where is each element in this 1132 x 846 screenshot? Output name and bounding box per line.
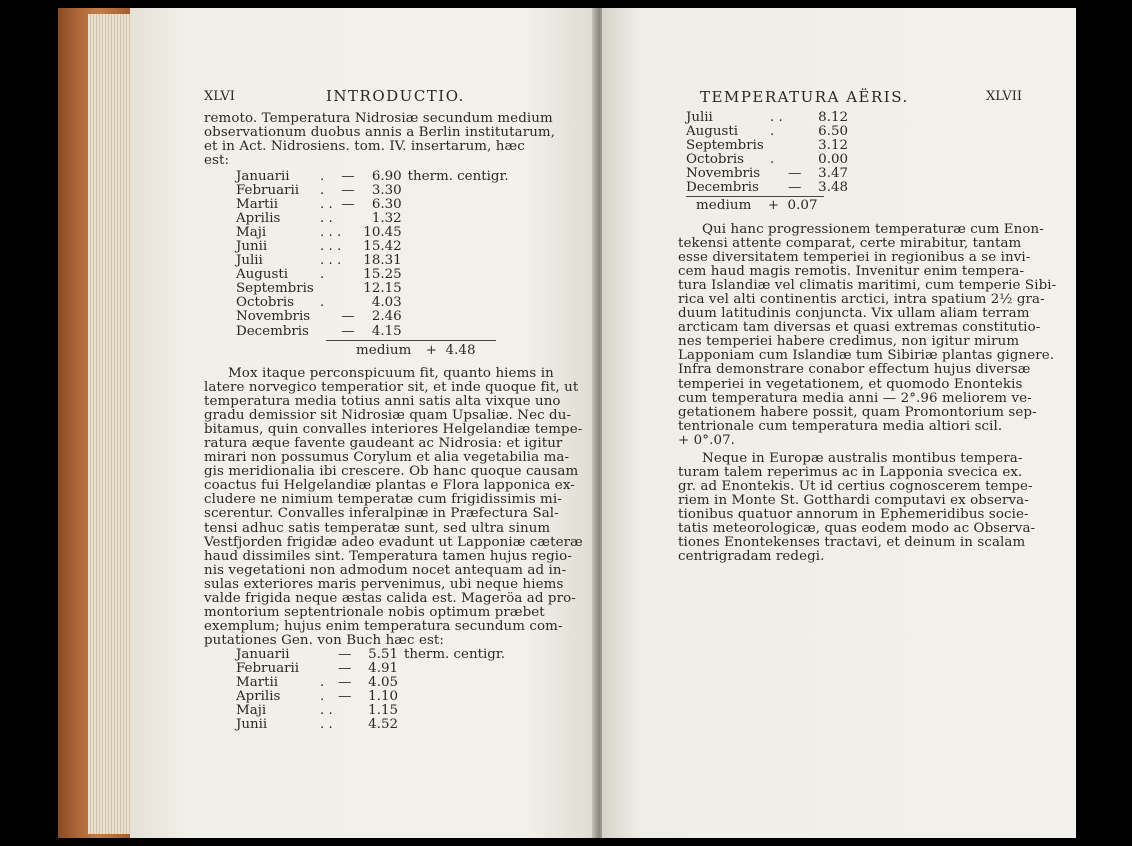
month-cell: Maji (236, 703, 267, 719)
table-row (236, 690, 505, 704)
sign-cell (341, 268, 363, 282)
page-edges (88, 14, 132, 834)
dots-cell: . . . (320, 239, 342, 255)
table-row (236, 296, 509, 310)
sign-cell: — (788, 166, 802, 182)
text-line: temperiei in vegetationem, et quomodo Enontekis (678, 376, 1023, 392)
table-row (686, 167, 848, 181)
table-rule (686, 196, 824, 197)
text-line: haud dissimiles sint. Temperatura tamen hujus regio- (204, 548, 572, 564)
unit-cell (398, 690, 505, 704)
month-cell: Octobris (686, 152, 745, 168)
sign-cell (341, 226, 363, 240)
dots-cell: . (770, 124, 775, 140)
table-row (236, 704, 505, 718)
table-row (236, 240, 509, 254)
value-cell: 3.30 (371, 183, 402, 199)
value-cell: 3.48 (818, 180, 848, 196)
unit-cell (398, 662, 505, 676)
table-row (236, 282, 509, 296)
value-cell: 15.25 (363, 267, 402, 283)
text-line: tatis meteorologicæ, quas eodem modo ac Observa- (678, 521, 1036, 537)
value-cell: 12.15 (363, 281, 402, 297)
text-line: tekensi attente comparat, certe mirabitur, tantam (678, 236, 1022, 252)
unit-cell (402, 268, 509, 282)
text-line: Lapponiam cum Islandiæ tum Sibiriæ plantas gignere. (678, 348, 1055, 364)
value-cell: 0.00 (818, 152, 848, 168)
table-rule (326, 340, 496, 341)
dots-cell (320, 282, 341, 296)
sign-cell: — (788, 180, 802, 196)
sign-cell (341, 212, 363, 226)
dots-cell: . (320, 689, 325, 705)
month-cell: Septembris (686, 138, 764, 154)
text-line: rica vel alti continentis arctici, intra spatium 2½ gra- (678, 292, 1045, 308)
table-row (686, 125, 848, 139)
unit-cell (402, 310, 509, 324)
sign-cell: — (338, 675, 352, 691)
table-row (236, 198, 509, 212)
table-row (686, 111, 848, 125)
month-cell: Decembris (686, 180, 759, 196)
sign-cell (341, 240, 363, 254)
table3-medium-row (696, 199, 818, 213)
dots-cell: . . (770, 110, 783, 125)
text-line: riem in Monte St. Gotthardi computavi ex observa- (678, 493, 1029, 509)
text-line: sulas exteriores maris pervenimus, ubi neque hiems (204, 576, 564, 592)
month-cell: Januarii (236, 647, 290, 662)
dots-cell (320, 648, 338, 662)
dots-cell: . (320, 267, 325, 283)
unit-cell (398, 704, 505, 718)
month-cell: Februarii (236, 183, 300, 199)
table-row (236, 310, 509, 324)
intro-line: et in Act. Nidrosiens. tom. IV. insertarum, hæc (204, 139, 525, 155)
medium-label: medium (356, 343, 412, 358)
intro-line: est: (204, 153, 230, 169)
sign-cell (341, 296, 363, 310)
text-line: getationem habere possit, quam Promontorium sep- (678, 404, 1037, 420)
right-paragraph-2 (678, 452, 1078, 564)
text-line: ratura æque favente gaudeant ac Nidrosia: et igitur (204, 436, 563, 452)
dots-cell (770, 139, 788, 153)
sign-cell: — (341, 323, 355, 339)
unit-cell (402, 240, 509, 254)
table-row (686, 181, 848, 195)
text-line: Infra demonstrare conabor effectum hujus diversæ (678, 362, 1031, 378)
intro-line: observationum duobus annis a Berlin institutarum, (204, 125, 556, 141)
value-cell: 3.47 (818, 166, 848, 182)
month-cell: Julii (686, 110, 713, 125)
sign-cell: — (341, 309, 355, 325)
month-cell: Novembris (236, 309, 311, 325)
month-cell: Junii (236, 239, 268, 255)
text-line: nes temperiei habere credimus, non igitur mirum (678, 334, 1020, 350)
dots-cell: . (320, 169, 325, 184)
intro-line: remoto. Temperatura Nidrosiæ secundum medium (204, 111, 553, 126)
left-paragraph (204, 367, 598, 648)
value-cell: 4.52 (368, 717, 398, 733)
sign-cell (341, 282, 363, 296)
right-page-number: XLVII (986, 89, 1023, 104)
left-intro (204, 112, 598, 168)
month-cell: Martii (236, 675, 279, 691)
sign-cell (788, 125, 810, 139)
text-line: exemplum; hujus enim temperatura secundum com- (204, 618, 563, 634)
text-line: coactus fui Helgelandiæ plantas e Flora lapponica ex- (204, 478, 575, 494)
text-line: tionibus quatuor annorum in Ephemeridibus socie- (678, 507, 1029, 523)
text-line: Mox itaque perconspicuum fit, quanto hiems in (228, 366, 554, 381)
value-cell: 8.12 (818, 110, 848, 125)
text-line: putationes Gen. von Buch hæc est: (204, 632, 445, 648)
text-line: tura Islandiæ vel climatis maritimi, cum temperie Sibi- (678, 278, 1057, 294)
table-row (236, 184, 509, 198)
table-row (236, 676, 505, 690)
table-row (686, 139, 848, 153)
table-row (236, 662, 505, 676)
sign-cell: — (338, 647, 352, 662)
sign-cell: — (341, 197, 355, 213)
temperature-table-mageroa-cont (686, 111, 848, 195)
sign-cell (341, 254, 363, 268)
text-line: tiones Enontekenses tractavi, et deinum in scalam (678, 535, 1026, 551)
text-line: Vestfjorden frigidæ adeo evadunt ut Lapponiæ cæteræ (204, 534, 583, 550)
left-running-title: INTRODUCTIO. (326, 87, 465, 105)
value-cell: 5.51 (368, 647, 398, 662)
medium-sign: + (425, 343, 438, 358)
sign-cell (338, 718, 360, 732)
dots-cell: . (770, 152, 775, 168)
right-page (602, 8, 1076, 838)
dots-cell: . . (320, 197, 333, 213)
right-running-title: TEMPERATURA AËRIS. (700, 88, 909, 106)
medium-label: medium (696, 198, 752, 213)
month-cell: Januarii (236, 169, 290, 184)
table-row (236, 170, 509, 184)
unit-cell (402, 254, 509, 268)
value-cell: 2.46 (371, 309, 402, 325)
unit-cell: therm. centigr. (404, 647, 506, 662)
text-line: gradu demissior sit Nidrosiæ quam Upsaliæ. Nec du- (204, 408, 572, 424)
temperature-table-nidrosia (236, 170, 509, 339)
sign-cell: — (341, 183, 355, 199)
value-cell: 4.05 (368, 675, 398, 691)
unit-cell (402, 226, 509, 240)
unit-cell (402, 325, 509, 339)
table-row (686, 153, 848, 167)
table-row (236, 718, 505, 732)
medium-value: 0.07 (787, 198, 818, 213)
left-page-number: XLVI (204, 89, 235, 104)
value-cell: 6.50 (818, 124, 848, 140)
text-line: gr. ad Enontekis. Ut id certius cognoscerem tempe- (678, 479, 1033, 495)
table-row (236, 254, 509, 268)
sign-cell (788, 111, 810, 125)
month-cell: Octobris (236, 295, 295, 311)
dots-cell: . . (320, 703, 333, 719)
month-cell: Augusti (686, 124, 739, 140)
value-cell: 10.45 (363, 225, 402, 241)
month-cell: Aprilis (236, 689, 281, 705)
table1-medium-row (356, 344, 476, 358)
month-cell: Maji (236, 225, 267, 241)
text-line: centrigradam redegi. (678, 549, 825, 565)
table-row (236, 212, 509, 226)
table-row (236, 268, 509, 282)
text-line: cem haud magis remotis. Invenitur enim tempera- (678, 264, 1025, 280)
unit-cell (402, 212, 509, 226)
month-cell: Martii (236, 197, 279, 213)
dots-cell: . . . (320, 253, 342, 269)
value-cell: 1.15 (368, 703, 398, 719)
text-line: tentrionale cum temperatura media altiori scil. (678, 418, 1003, 434)
text-line: latere norvegico temperatior sit, et inde quoque fit, ut (204, 380, 579, 396)
unit-cell (402, 296, 509, 310)
text-line: valde frigida neque æstas calida est. Mageröa ad pro- (204, 590, 576, 606)
month-cell: Februarii (236, 661, 300, 677)
text-line: + 0°.07. (678, 432, 736, 448)
dots-cell (320, 662, 338, 676)
value-cell: 1.10 (368, 689, 398, 705)
value-cell: 6.90 (371, 169, 402, 184)
dots-cell: . (320, 675, 325, 691)
table-row (236, 648, 505, 662)
sign-cell (788, 139, 810, 153)
right-paragraph-1 (678, 223, 1078, 448)
month-cell: Novembris (686, 166, 761, 182)
unit-cell (398, 718, 505, 732)
unit-cell (402, 282, 509, 296)
value-cell: 4.03 (371, 295, 402, 311)
value-cell: 4.15 (371, 323, 402, 339)
text-line: esse diversitatem temperiei in regionibus a se invi- (678, 250, 1031, 266)
unit-cell (402, 184, 509, 198)
table-row (236, 226, 509, 240)
dots-cell: . . (320, 211, 333, 227)
month-cell: Aprilis (236, 211, 281, 227)
dots-cell (320, 310, 341, 324)
unit-cell (398, 676, 505, 690)
text-line: scerentur. Convalles inferalpinæ in Præfectura Sal- (204, 506, 559, 522)
unit-cell (402, 198, 509, 212)
month-cell: Junii (236, 717, 268, 733)
text-line: duum latitudinis conjuncta. Vix ullam aliam terram (678, 306, 1030, 322)
left-page (130, 8, 596, 838)
open-book (58, 8, 1076, 838)
text-line: tensi adhuc satis temperatæ sunt, sed ultra sinum (204, 520, 551, 536)
value-cell: 18.31 (363, 253, 402, 269)
text-line: mirari non possumus Corylum et alia vegetabilia ma- (204, 450, 570, 466)
table-row (236, 325, 509, 339)
text-line: bitamus, quin convalles interiores Helgelandiæ tempe- (204, 422, 583, 438)
sign-cell (338, 704, 360, 718)
dots-cell (320, 325, 341, 339)
text-line: turam talem reperimus ac in Lapponia svecica ex. (678, 465, 1023, 481)
text-line: Neque in Europæ australis montibus tempera- (702, 451, 1023, 466)
value-cell: 3.12 (818, 138, 848, 154)
text-line: temperatura media totius anni satis alta vixque uno (204, 394, 561, 410)
text-line: nis vegetationi non admodum nocet antequam ad in- (204, 562, 567, 578)
text-line: cum temperatura media anni — 2°.96 meliorem ve- (678, 390, 1032, 406)
dots-cell (770, 181, 788, 195)
medium-sign: + (767, 198, 780, 213)
sign-cell (788, 153, 810, 167)
sign-cell: — (338, 661, 352, 677)
sign-cell: — (341, 169, 355, 184)
text-line: gis meridionalia ibi crescere. Ob hanc quoque causam (204, 464, 579, 480)
text-line: arcticam tam diversas et quasi extremas constitutio- (678, 320, 1041, 336)
medium-value: 4.48 (445, 343, 476, 358)
month-cell: Julii (236, 253, 263, 269)
value-cell: 6.30 (371, 197, 402, 213)
dots-cell (770, 167, 788, 181)
value-cell: 1.32 (371, 211, 402, 227)
dots-cell: . (320, 183, 325, 199)
text-line: Qui hanc progressionem temperaturæ cum Enon- (702, 222, 1044, 237)
month-cell: Augusti (236, 267, 289, 283)
unit-cell: therm. centigr. (407, 169, 509, 184)
dots-cell: . . (320, 717, 333, 733)
sign-cell: — (338, 689, 352, 705)
value-cell: 15.42 (363, 239, 402, 255)
month-cell: Decembris (236, 323, 309, 339)
temperature-table-mageroa (236, 648, 505, 732)
value-cell: 4.91 (368, 661, 398, 677)
month-cell: Septembris (236, 281, 314, 297)
text-line: montorium septentrionale nobis optimum præbet (204, 604, 545, 620)
dots-cell: . (320, 295, 325, 311)
dots-cell: . . . (320, 225, 342, 241)
text-line: cludere ne nimium temperatæ cum frigidissimis mi- (204, 492, 562, 508)
